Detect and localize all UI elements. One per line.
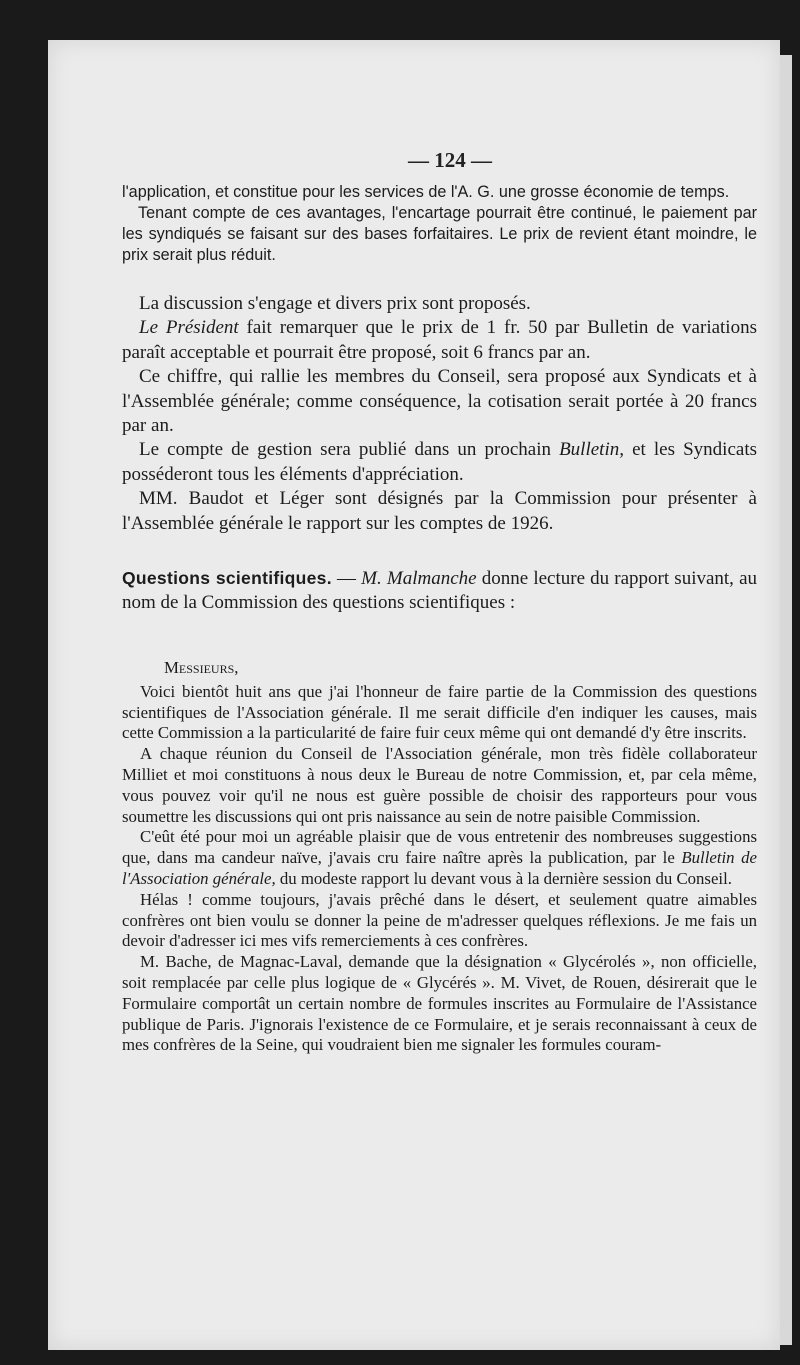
section-title: Questions scientifiques. — [122, 568, 332, 588]
discussion-block — [122, 292, 757, 536]
questions-dash: — — [331, 568, 362, 589]
discussion-paragraph-4-end: et les Syndicats posséderont tous les éléments d'appréciation. — [122, 439, 757, 485]
bulletin-italic: Bulletin, — [559, 439, 624, 461]
salutation: Messieurs, — [164, 658, 239, 677]
report-paragraph-5: M. Bache, de Magnac-Laval, demande que la désignation « Glycérolés », non officielle, soit remplacée par celle plus logique de « Glycérés ». M. Vivet, de Rouen, désirerait que le Formulaire comportât un certain nombre de formules inscrites au Formulaire de l'Assistance publique de Paris. J'ignorais l'existence de ce Formulaire, et je serais reconnaissant à ceux de mes confrères de la Seine, qui voudraient bien me signaler les formules couram- — [122, 952, 757, 1055]
questions-paragraph — [122, 566, 757, 616]
report-block — [122, 658, 757, 1056]
discussion-paragraph-4-start: Le compte de gestion sera publié dans un prochain — [139, 439, 560, 461]
intro-block — [122, 182, 757, 266]
report-paragraph-3-start: C'eût été pour moi un agréable plaisir que de vous entretenir des nombreuses suggestions que, dans ma candeur naïve, j'avais cru faire naître après la publication, par le — [122, 827, 757, 868]
report-paragraph-2: A chaque réunion du Conseil de l'Association générale, mon très fidèle collaborateur Milliet et moi constituons à nous deux le Bureau de notre Commission, et, par cela même, vous pouvez voir qu'il ne nous est guère possible de choisir des rapporteurs pour vous soumettre les discussions qui ont pris naissance au sein de notre paisible Commission. — [122, 744, 757, 826]
discussion-paragraph-4 — [122, 438, 757, 487]
discussion-paragraph-1: La discussion s'engage et divers prix sont proposés. — [139, 293, 531, 314]
intro-paragraph-2: Tenant compte de ces avantages, l'encartage pourrait être continué, le paiement par les syndiqués se faisant sur des bases forfaitaires. Le prix de revient étant moindre, le prix serait plus réduit. — [122, 204, 757, 264]
questions-block — [122, 566, 757, 616]
intro-paragraph-1: l'application, et constitue pour les services de l'A. G. une grosse économie de temps. — [122, 183, 730, 201]
discussion-paragraph-2 — [122, 316, 757, 365]
discussion-paragraph-2-text: fait remarquer que le prix de 1 fr. 50 par Bulletin de variations paraît acceptable et pourrait être proposé, soit 6 francs par an. — [122, 317, 757, 363]
speaker-malmanche: M. Malmanche — [361, 568, 477, 589]
questions-text: donne lecture du rapport suivant, au nom de la Commission des questions scientifiques : — [122, 568, 758, 614]
bulletin-title-italic: Bulletin de l'Association générale, — [122, 848, 758, 888]
report-paragraph-4: Hélas ! comme toujours, j'avais prêché dans le désert, et seulement quatre aimables confrères ont bien voulu se donner la peine de m'adresser quelques réflexions. Je me fais un devoir d'adresser ici mes vifs remerciements à ces confrères. — [122, 889, 757, 951]
discussion-paragraph-3: Ce chiffre, qui rallie les membres du Conseil, sera proposé aux Syndicats et à l'Assemblée générale; comme conséquence, la cotisation serait portée à 20 francs par an. — [122, 366, 757, 437]
report-paragraph-3-end: du modeste rapport lu devant vous à la dernière session du Conseil. — [275, 868, 732, 888]
report-paragraph-3 — [122, 827, 757, 889]
discussion-paragraph-5: MM. Baudot et Léger sont désignés par la Commission pour présenter à l'Assemblée générale le rapport sur les comptes de 1926. — [122, 488, 757, 534]
page-edge — [780, 55, 792, 1345]
page-number: — 124 — — [408, 148, 492, 172]
report-paragraph-1: Voici bientôt huit ans que j'ai l'honneur de faire partie de la Commission des questions scientifiques de l'Association générale. Il me serait difficile d'en indiquer les causes, mais cette Commission a la particularité de faire fuir ceux même qui ont demandé d'y être inscrits. — [122, 681, 757, 743]
speaker-president: Le Président — [139, 317, 239, 339]
